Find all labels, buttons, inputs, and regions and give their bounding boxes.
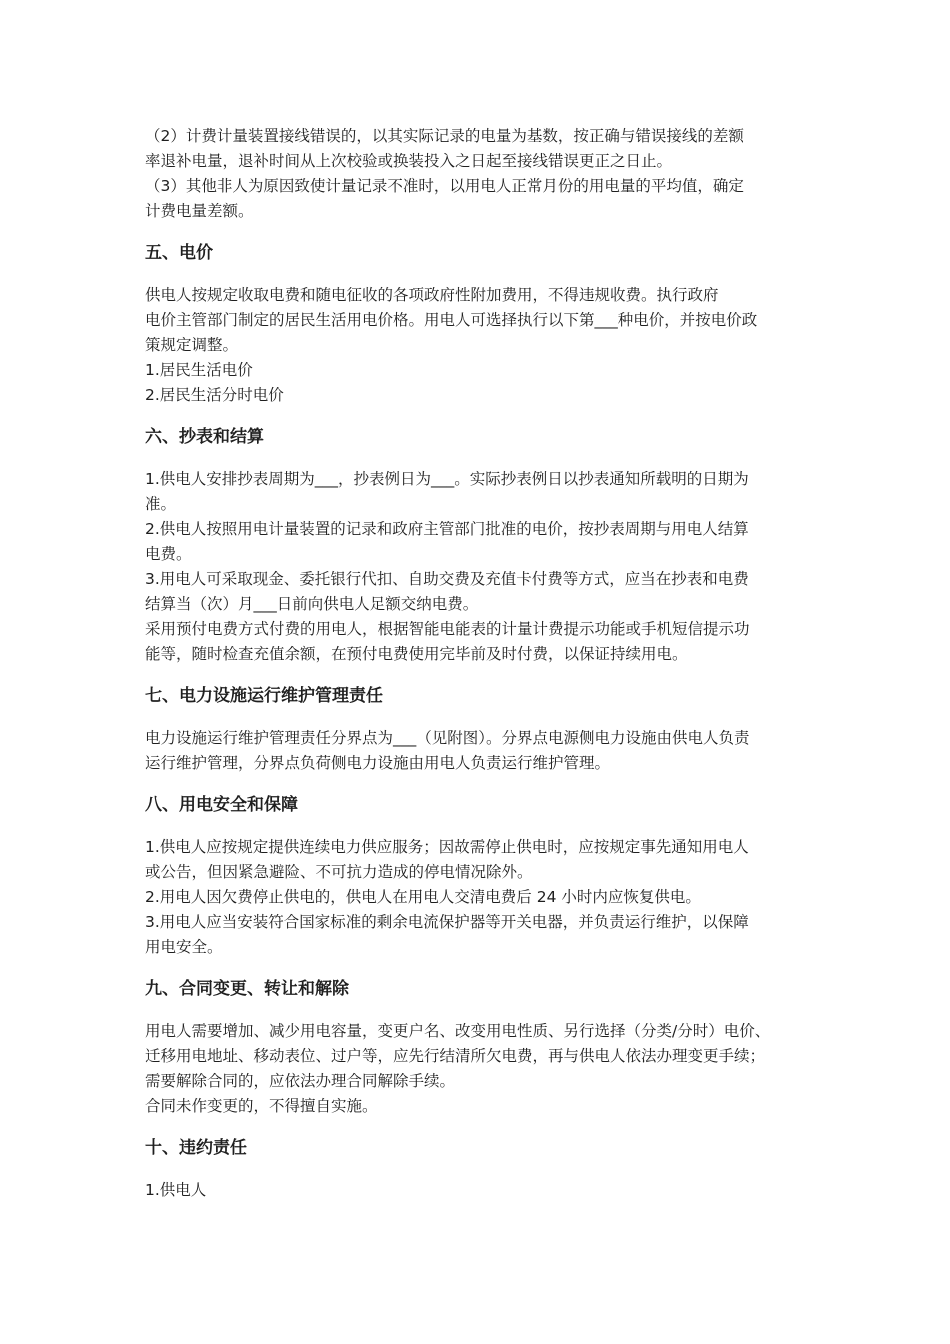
text-line: 需要解除合同的，应依法办理合同解除手续。 [145, 1072, 456, 1090]
text-line: 合同未作变更的，不得擅自实施。 [145, 1097, 378, 1115]
text-line: 结算当（次）月___日前向供电人足额交纳电费。 [145, 595, 479, 613]
text-line: 电力设施运行维护管理责任分界点为___（见附图）。分界点电源侧电力设施由供电人负责 [145, 729, 750, 747]
text-line: 准。 [145, 495, 177, 513]
section-heading-liability: 十、违约责任 [145, 1138, 247, 1158]
text-line: （3）其他非人为原因致使计量记录不准时，以用电人正常月份的用电量的平均值，确定 [145, 177, 744, 195]
text-line: （2）计费计量装置接线错误的，以其实际记录的电量为基数，按正确与错误接线的差额 [145, 127, 744, 145]
section-body-contract-change [145, 1019, 825, 1119]
text-line: 能等，随时检查充值余额，在预付电费使用完毕前及时付费，以保证持续用电。 [145, 645, 688, 663]
text-line: 电费。 [145, 545, 192, 563]
text-line: 1.供电人安排抄表周期为___，抄表例日为___。实际抄表例日以抄表通知所载明的日期为 [145, 470, 749, 488]
text-line: 运行维护管理，分界点负荷侧电力设施由用电人负责运行维护管理。 [145, 754, 611, 772]
text-line: 计费电量差额。 [145, 202, 254, 220]
spacer [145, 408, 825, 425]
spacer [145, 450, 825, 467]
spacer [145, 960, 825, 977]
intro-paragraph [145, 124, 825, 224]
text-line: 策规定调整。 [145, 336, 239, 354]
text-line: 2.居民生活分时电价 [145, 386, 284, 404]
text-line: 1.供电人应按规定提供连续电力供应服务；因故需停止供电时，应按规定事先通知用电人 [145, 838, 749, 856]
spacer [145, 709, 825, 726]
section-body-safety [145, 835, 825, 960]
section-body-liability [145, 1178, 825, 1203]
text-line: 供电人按规定收取电费和随电征收的各项政府性附加费用，不得违规收费。执行政府 [145, 286, 719, 304]
spacer [145, 1002, 825, 1019]
section-heading-contract-change: 九、合同变更、转让和解除 [145, 979, 349, 999]
text-line: 率退补电量，退补时间从上次校验或换装投入之日起至接线错误更正之日止。 [145, 152, 673, 170]
spacer [145, 818, 825, 835]
text-line: 3.用电人应当安装符合国家标准的剩余电流保护器等开关电器，并负责运行维护，以保障 [145, 913, 749, 931]
spacer [145, 224, 825, 241]
text-line: 采用预付电费方式付费的用电人，根据智能电能表的计量计费提示功能或手机短信提示功 [145, 620, 750, 638]
section-heading-safety: 八、用电安全和保障 [145, 795, 298, 815]
spacer [145, 667, 825, 684]
spacer [145, 1119, 825, 1136]
section-heading-meter-reading: 六、抄表和结算 [145, 427, 264, 447]
text-line: 电价主管部门制定的居民生活用电价格。用电人可选择执行以下第___种电价，并按电价政 [145, 311, 758, 329]
text-line: 迁移用电地址、移动表位、过户等，应先行结清所欠电费，再与供电人依法办理变更手续； [145, 1047, 766, 1065]
text-line: 用电安全。 [145, 938, 223, 956]
text-line: 用电人需要增加、减少用电容量，变更户名、改变用电性质、另行选择（分类/分时）电价、 [145, 1022, 771, 1040]
section-body-price [145, 283, 825, 408]
text-line: 2.供电人按照用电计量装置的记录和政府主管部门批准的电价，按抄表周期与用电人结算 [145, 520, 749, 538]
section-heading-maintenance: 七、电力设施运行维护管理责任 [145, 686, 383, 706]
text-line: 2.用电人因欠费停止供电的，供电人在用电人交清电费后 24 小时内应恢复供电。 [145, 888, 701, 906]
spacer [145, 1161, 825, 1178]
text-line: 或公告，但因紧急避险、不可抗力造成的停电情况除外。 [145, 863, 533, 881]
section-heading-price: 五、电价 [145, 243, 213, 263]
text-line: 1.供电人 [145, 1181, 207, 1199]
section-body-maintenance [145, 726, 825, 776]
spacer [145, 776, 825, 793]
section-body-meter-reading [145, 467, 825, 667]
text-line: 3.用电人可采取现金、委托银行代扣、自助交费及充值卡付费等方式，应当在抄表和电费 [145, 570, 749, 588]
text-line: 1.居民生活电价 [145, 361, 253, 379]
spacer [145, 266, 825, 283]
document-body [145, 124, 825, 1203]
